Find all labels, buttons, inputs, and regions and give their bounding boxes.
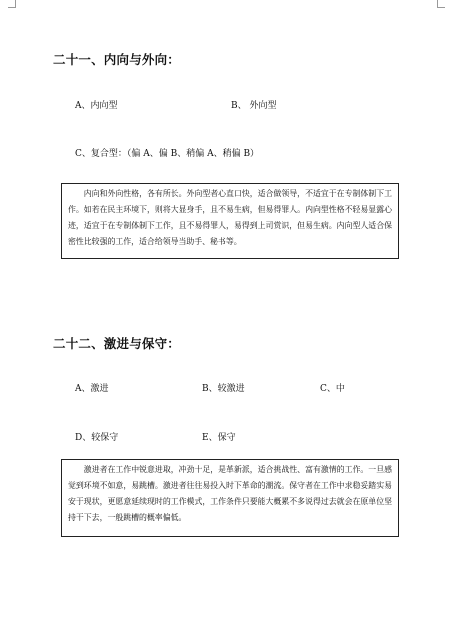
option-22-a: A、激进 [75,384,109,394]
option-22-e: E、保守 [202,433,236,443]
section-21-description: 内向和外向性格，各有所长。外向型者心直口快，适合做领导，不适宜于在专制体制下工作。如若在民主环境下，则将大显身手，且不易生病，但易得罪人。内向型性格不轻易显露心迹，适宜于在专制体制下工作，且不易得罪人，易得到上司赏识，但易生病。内向型人适合保密性比较强的工作，适合给领导当助手、秘书等。 [68,189,392,246]
option-22-d: D、较保守 [75,433,119,443]
option-21-b: B、 外向型 [231,101,277,111]
option-21-a: A、内向型 [75,101,118,111]
section-22-description: 激进者在工作中锐意进取，冲劲十足，是革新派，适合挑战性、富有激情的工作。一旦感觉到环境不如意，易跳槽。激进者往往易投入时下革命的潮流。保守者在工作中求稳妥踏实易安于现状，更愿意延续现时的工作模式，工作条件只要能大概累不多说得过去就会在原单位坚持干下去，一般跳槽的概率偏低。 [68,465,392,522]
crop-mark-left [8,0,16,8]
option-22-b: B、较激进 [202,384,245,394]
crop-mark-right [437,0,445,8]
section-21-description-box [61,183,399,259]
option-21-c: C、复合型：（偏 A、偏 B、稍偏 A、稍偏 B） [75,149,260,159]
section-22-description-box [61,459,399,537]
option-22-c: C、中 [320,384,345,394]
section-21-title: 二十一、内向与外向： [53,52,181,67]
section-22-title: 二十二、激进与保守： [53,336,181,351]
